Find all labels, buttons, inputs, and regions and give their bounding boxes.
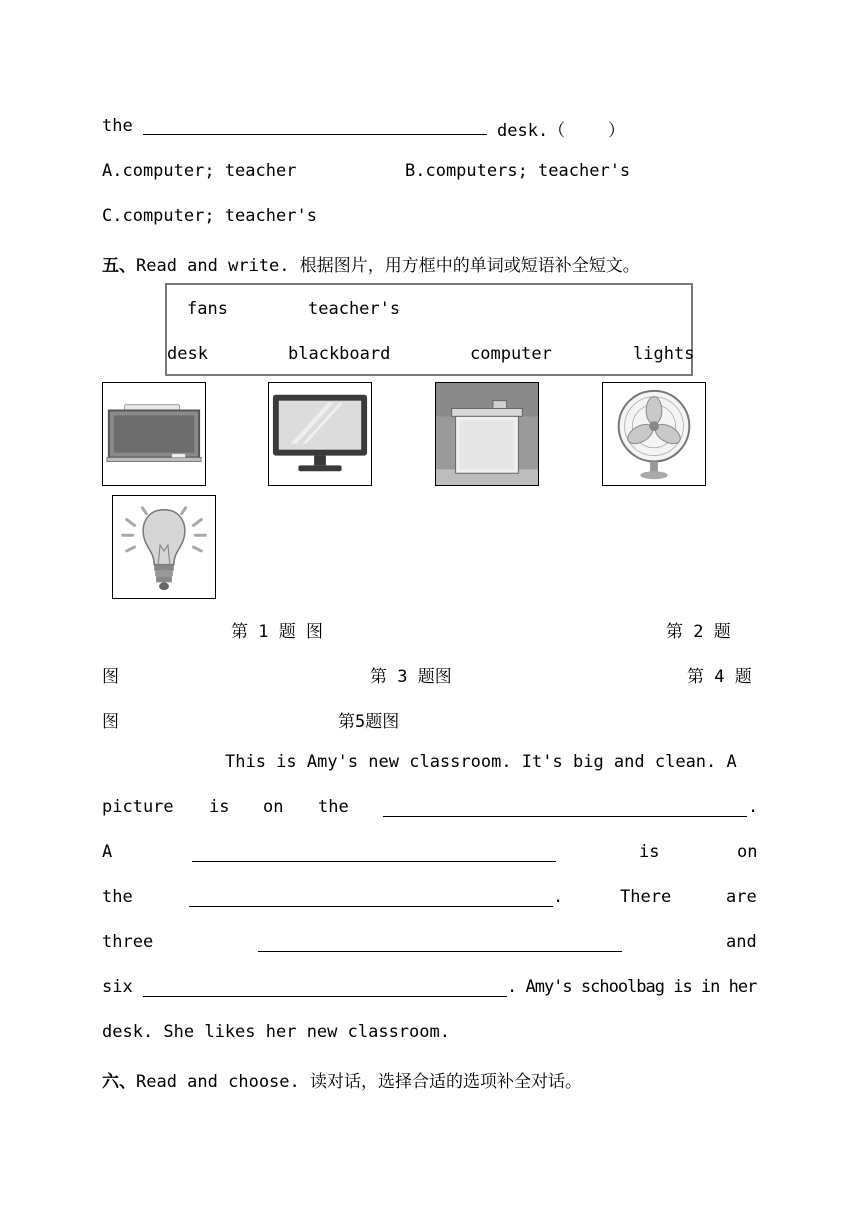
section-number: 六、 xyxy=(102,1072,136,1092)
answer-blank-3[interactable] xyxy=(189,906,553,907)
answer-blank[interactable] xyxy=(143,134,487,135)
figure-caption: 第 2 题 xyxy=(666,622,731,642)
passage-text: There xyxy=(620,887,672,907)
word-bank-item: blackboard xyxy=(288,344,391,364)
question-text: the xyxy=(102,116,133,136)
blackboard-picture xyxy=(102,382,206,486)
section-number: 五、 xyxy=(102,256,136,276)
word-bank-item: teacher's xyxy=(308,299,401,319)
passage-text: on xyxy=(737,842,758,862)
passage-text: This is Amy's new classroom. It's big and clean. A xyxy=(225,752,737,772)
passage-text: on xyxy=(263,797,284,817)
passage-text: the xyxy=(102,887,133,907)
option-a: A.computer; teacher xyxy=(102,161,297,181)
answer-blank-1[interactable] xyxy=(383,816,747,817)
answer-blank-5[interactable] xyxy=(143,996,507,997)
word-bank-item: fans xyxy=(187,299,228,319)
passage-text: the xyxy=(318,797,349,817)
fan-picture xyxy=(602,382,706,486)
word-bank-box xyxy=(165,283,693,376)
passage-text: . xyxy=(748,797,759,817)
figure-caption: 图 xyxy=(102,712,119,732)
passage-text: six xyxy=(102,977,133,997)
section-heading xyxy=(102,1067,582,1092)
passage-text: desk. She likes her new classroom. xyxy=(102,1022,450,1042)
question-text: desk.（ xyxy=(497,121,566,141)
section-title: Read and write. 根据图片，用方框中的单词或短语补全短文。 xyxy=(136,256,640,276)
passage-text: are xyxy=(726,887,757,907)
passage-text: is xyxy=(209,797,230,817)
figure-caption: 第 1 题 图 xyxy=(231,622,323,642)
question-bracket: ） xyxy=(608,121,625,141)
teachers-desk-picture xyxy=(435,382,539,486)
figure-caption: 第 4 题 xyxy=(687,667,752,687)
light-bulb-picture xyxy=(112,495,216,599)
passage-text: picture xyxy=(102,797,174,817)
word-bank-item: computer xyxy=(470,344,552,364)
figure-caption: 第 3 题图 xyxy=(370,667,452,687)
passage-text: is xyxy=(639,842,660,862)
section-heading xyxy=(102,251,640,276)
passage-text: three xyxy=(102,932,154,952)
passage-text: and xyxy=(726,932,757,952)
word-bank-item: lights xyxy=(633,344,695,364)
option-b: B.computers; teacher's xyxy=(405,161,631,181)
passage-text: . Amy's schoolbag is in her xyxy=(507,977,757,997)
figure-caption: 图 xyxy=(102,667,119,687)
answer-blank-2[interactable] xyxy=(192,861,556,862)
computer-picture xyxy=(268,382,372,486)
word-bank-item: desk xyxy=(167,344,208,364)
answer-blank-4[interactable] xyxy=(258,951,622,952)
section-title: Read and choose. 读对话，选择合适的选项补全对话。 xyxy=(136,1072,582,1092)
passage-text: A xyxy=(102,842,113,862)
figure-caption: 第5题图 xyxy=(338,712,400,732)
passage-text: . xyxy=(553,887,564,907)
option-c: C.computer; teacher's xyxy=(102,206,317,226)
